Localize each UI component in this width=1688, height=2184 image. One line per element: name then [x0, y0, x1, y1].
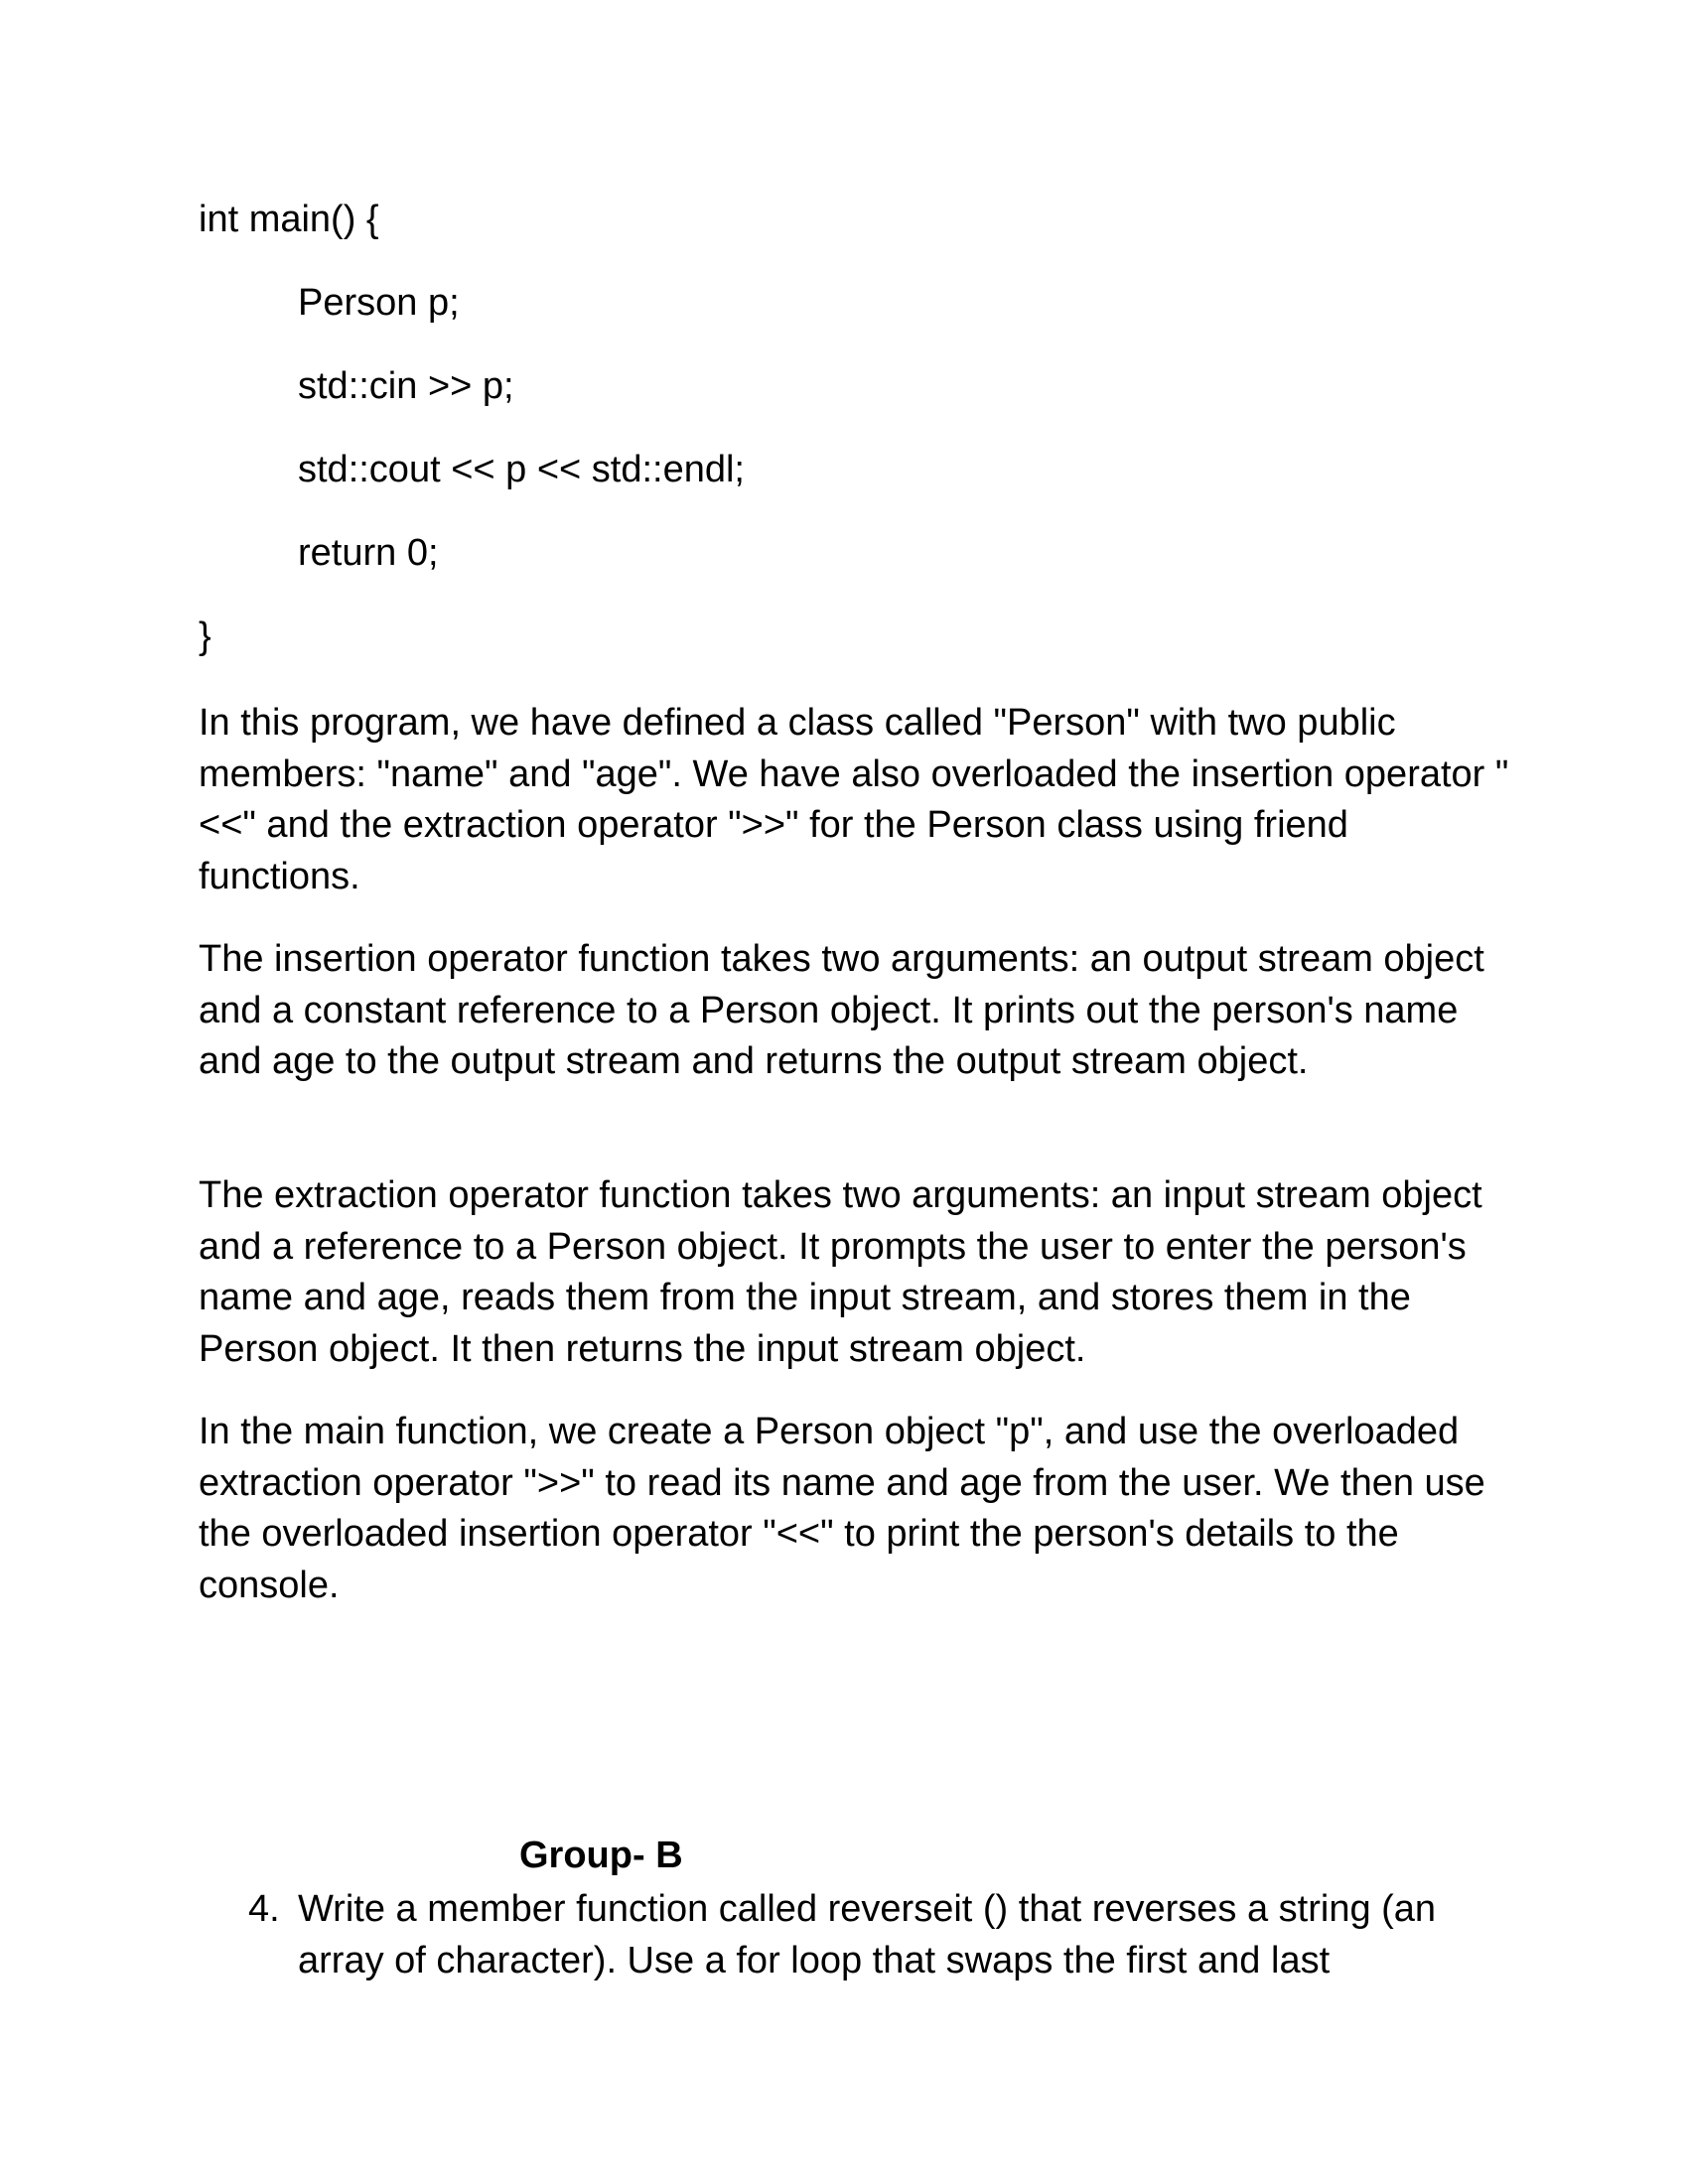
list-item-number: 4.	[248, 1888, 280, 1930]
paragraph-overview: In this program, we have defined a class called "Person" with two public members: "name" and "age". We have also overloaded the insertion operator "<<" and the extraction operator ">>" for the Person class using friend functions.	[199, 702, 1509, 897]
list-item	[248, 1884, 1509, 1986]
code-line-cout: std::cout << p << std::endl;	[298, 449, 745, 490]
list-item-text: Write a member function called reverseit () that reverses a string (an array of character). Use a for loop that swaps the first and last	[298, 1888, 1437, 1981]
paragraph-insertion: The insertion operator function takes two arguments: an output stream object and a constant reference to a Person object. It prints out the person's name and age to the output stream and returns the output stream object.	[199, 938, 1484, 1082]
section-heading: Group- B	[519, 1835, 683, 1876]
code-line-return: return 0;	[298, 532, 439, 574]
paragraph-extraction: The extraction operator function takes two arguments: an input stream object and a reference to a Person object. It prompts the user to enter the person's name and age, reads them from the input stream, and stores them in the Person object. It then returns the input stream object.	[199, 1174, 1482, 1370]
code-line-close-brace: }	[199, 615, 211, 657]
paragraph-main-function: In the main function, we create a Person object "p", and use the overloaded extraction operator ">>" to read its name and age from the user. We then use the overloaded insertion operator "<<" to print the person's details to the console.	[199, 1411, 1485, 1606]
code-line-main: int main() {	[199, 199, 379, 240]
code-line-cin: std::cin >> p;	[298, 365, 514, 407]
code-line-declare: Person p;	[298, 282, 460, 324]
